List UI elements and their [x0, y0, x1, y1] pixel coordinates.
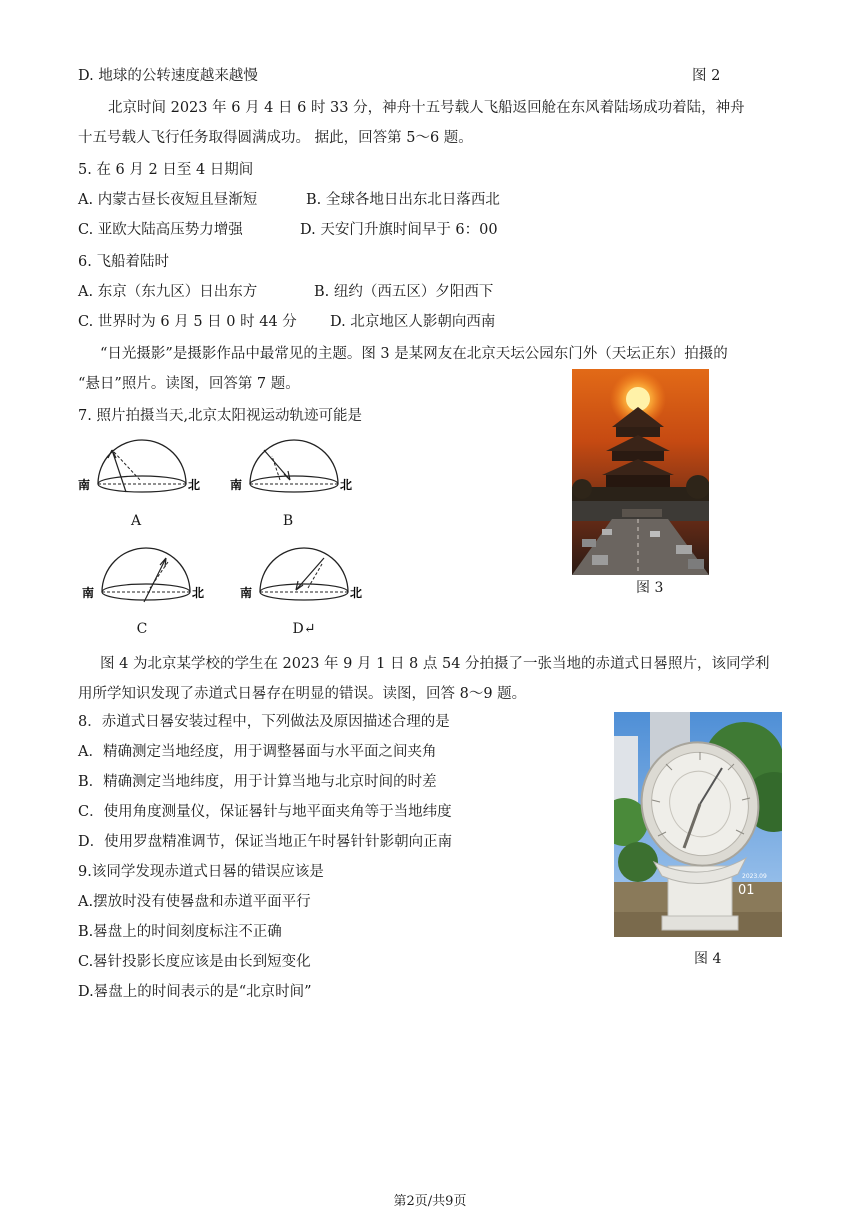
- q9-option-b: B.晷盘上的时间刻度标注不正确: [78, 924, 282, 940]
- diagram-a-north-label: 北: [188, 478, 201, 492]
- figure-4-caption: 图 4: [694, 951, 722, 967]
- q9-stem: 9.该同学发现赤道式日晷的错误应该是: [78, 864, 324, 880]
- page-number: 第2页/共9页: [393, 1194, 467, 1209]
- diagram-c-south-label: 南: [82, 586, 95, 600]
- diagram-a-south-label: 南: [78, 478, 91, 492]
- diagram-b-north-label: 北: [340, 478, 353, 492]
- diagram-c-label: C: [136, 621, 148, 637]
- q5-option-b: B. 全球各地日出东北日落西北: [306, 192, 500, 208]
- q8-option-a: A．精确测定当地经度，用于调整晷面与水平面之间夹角: [78, 744, 437, 760]
- intro-5-6-line2: 十五号载人飞行任务取得圆满成功。 据此，回答第 5～6 题。: [78, 130, 473, 146]
- q6-stem: 6. 飞船着陆时: [78, 254, 169, 270]
- photo-date-stamp: 2023.09: [742, 873, 767, 880]
- intro-5-6-line1: 北京时间 2023 年 6 月 4 日 6 时 33 分，神舟十五号载人飞船返回舱在东风着陆场成功着陆，神舟: [108, 100, 745, 116]
- q5-option-c: C. 亚欧大陆高压势力增强: [78, 222, 243, 238]
- q8-option-d: D．使用罗盘精准调节，保证当地正午时晷针针影朝向正南: [78, 834, 453, 850]
- sun-path-diagram-c: [80, 544, 210, 608]
- sun-path-diagram-d: [238, 544, 368, 608]
- diagram-a-label: A: [130, 513, 142, 529]
- intro-7-line2: “悬日”照片。读图，回答第 7 题。: [78, 376, 300, 392]
- q8-stem: 8．赤道式日晷安装过程中，下列做法及原因描述合理的是: [78, 714, 450, 730]
- sun-path-diagram-b: [228, 436, 358, 500]
- intro-7-line1: “日光摄影”是摄影作品中最常见的主题。图 3 是某网友在北京天坛公园东门外（天坛正东）拍摄的: [100, 346, 728, 362]
- figure-3-photo: [572, 369, 709, 575]
- q9-option-c: C.晷针投影长度应该是由长到短变化: [78, 954, 311, 970]
- sun-path-diagram-a: [76, 436, 206, 500]
- q9-option-d: D.晷盘上的时间表示的是“北京时间”: [78, 984, 312, 1000]
- diagram-b-south-label: 南: [230, 478, 243, 492]
- q8-option-c: C．使用角度测量仪，保证晷针与地平面夹角等于当地纬度: [78, 804, 452, 820]
- intro-8-9-line1: 图 4 为北京某学校的学生在 2023 年 9 月 1 日 8 点 54 分拍摄了一张当地的赤道式日晷照片，该同学利: [100, 656, 770, 672]
- photo-day-stamp: 01: [738, 883, 755, 898]
- diagram-d-south-label: 南: [240, 586, 253, 600]
- q9-option-a: A.摆放时没有使晷盘和赤道平面平行: [78, 894, 311, 910]
- figure-4-photo: [614, 712, 782, 937]
- diagram-c-north-label: 北: [192, 586, 205, 600]
- diagram-b-label: B: [282, 513, 294, 529]
- q6-option-b: B. 纽约（西五区）夕阳西下: [314, 284, 494, 300]
- figure-2-caption: 图 2: [692, 68, 721, 84]
- q5-option-a: A. 内蒙古昼长夜短且昼渐短: [78, 192, 258, 208]
- q8-option-b: B．精确测定当地纬度，用于计算当地与北京时间的时差: [78, 774, 437, 790]
- diagram-d-north-label: 北: [350, 586, 363, 600]
- q5-stem: 5. 在 6 月 2 日至 4 日期间: [78, 162, 254, 178]
- q7-stem: 7. 照片拍摄当天,北京太阳视运动轨迹可能是: [78, 408, 363, 424]
- q5-option-d: D. 天安门升旗时间早于 6：00: [300, 222, 498, 238]
- figure-3-caption: 图 3: [636, 580, 664, 596]
- intro-8-9-line2: 用所学知识发现了赤道式日晷存在明显的错误。读图，回答 8～9 题。: [78, 686, 527, 702]
- option-d-previous: D. 地球的公转速度越来越慢: [78, 68, 258, 84]
- q6-option-c: C. 世界时为 6 月 5 日 0 时 44 分: [78, 314, 297, 330]
- diagram-d-label: D↵: [292, 621, 316, 637]
- q6-option-a: A. 东京（东九区）日出东方: [78, 284, 258, 300]
- q6-option-d: D. 北京地区人影朝向西南: [330, 314, 496, 330]
